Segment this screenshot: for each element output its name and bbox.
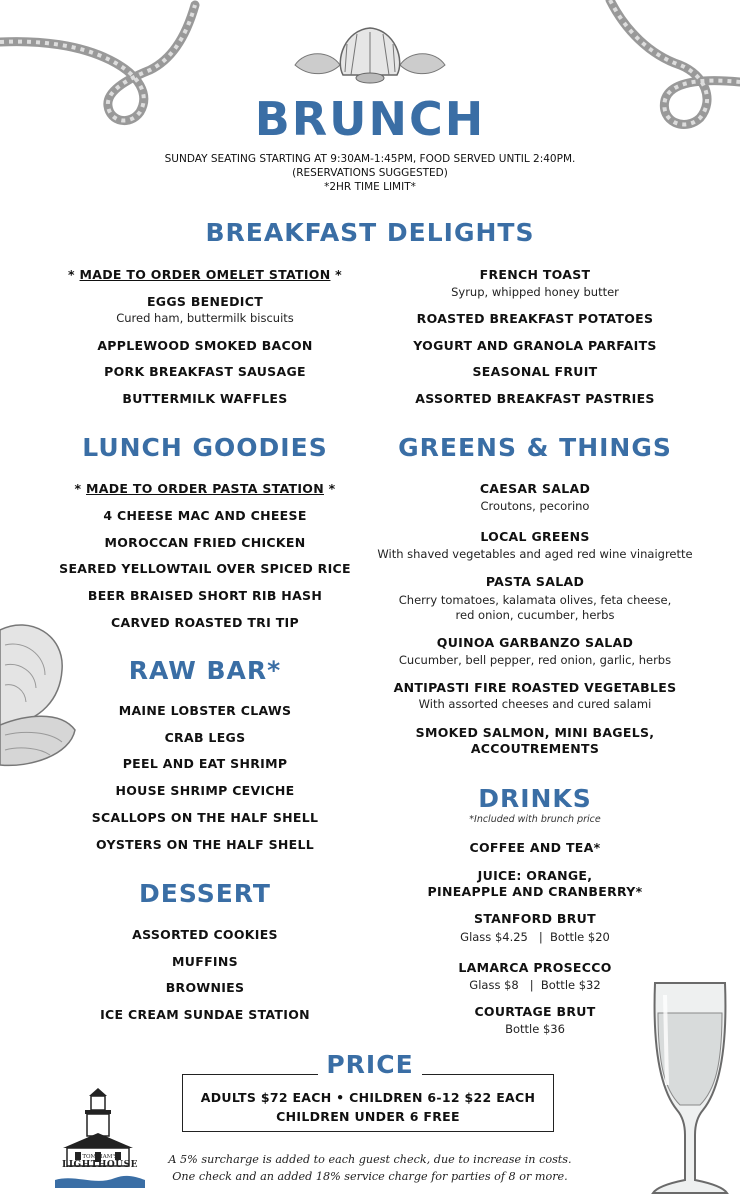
- menu-item: STANFORD BRUT: [474, 911, 596, 926]
- price-under6: CHILDREN UNDER 6 FREE: [276, 1109, 460, 1124]
- pasta-station: * MADE TO ORDER PASTA STATION *: [74, 481, 336, 496]
- menu-item-desc: Croutons, pecorino: [480, 499, 590, 513]
- surcharge-note: A 5% surcharge is added to each guest check, due to increase in costs.: [168, 1153, 572, 1166]
- menu-item-desc: Glass $8 | Bottle $32: [469, 978, 601, 992]
- seating-info: SUNDAY SEATING STARTING AT 9:30AM-1:45PM, FOOD SERVED UNTIL 2:40PM.: [164, 153, 576, 165]
- menu-item: BROWNIES: [165, 980, 245, 995]
- menu-item-desc: Cucumber, bell pepper, red onion, garlic, herbs: [398, 653, 672, 667]
- menu-item-desc: With shaved vegetables and aged red wine vinaigrette: [377, 547, 693, 561]
- menu-item: LOCAL GREENS: [480, 529, 590, 544]
- menu-item: MUFFINS: [172, 954, 238, 969]
- menu-item: ANTIPASTI FIRE ROASTED VEGETABLES: [393, 680, 677, 695]
- dessert-section-title: DESSERT: [139, 879, 271, 908]
- menu-item-desc: Cured ham, buttermilk biscuits: [116, 311, 294, 325]
- price-adults-children: ADULTS $72 EACH • CHILDREN 6-12 $22 EACH: [200, 1090, 536, 1105]
- menu-item: PEEL AND EAT SHRIMP: [122, 756, 288, 771]
- menu-item: OYSTERS ON THE HALF SHELL: [95, 837, 315, 852]
- menu-item-desc: red onion, cucumber, herbs: [455, 608, 615, 622]
- menu-item-desc: With assorted cheeses and cured salami: [418, 697, 652, 711]
- time-limit-info: *2HR TIME LIMIT*: [324, 181, 416, 193]
- menu-item: SCALLOPS ON THE HALF SHELL: [91, 810, 319, 825]
- menu-item-desc: Cherry tomatoes, kalamata olives, feta cheese,: [398, 593, 672, 607]
- shell-ornament-icon: [285, 20, 455, 90]
- breakfast-section-title: BREAKFAST DELIGHTS: [205, 218, 535, 247]
- drinks-note: *Included with brunch price: [469, 814, 601, 825]
- menu-item: SEASONAL FRUIT: [472, 364, 598, 379]
- menu-item: HOUSE SHRIMP CEVICHE: [115, 783, 295, 798]
- logo-big-text: LIGHTHOUSE: [62, 1160, 138, 1170]
- menu-item: BUTTERMILK WAFFLES: [122, 391, 288, 406]
- reservations-info: (RESERVATIONS SUGGESTED): [292, 167, 448, 179]
- menu-item: ROASTED BREAKFAST POTATOES: [416, 311, 654, 326]
- menu-item: 4 CHEESE MAC AND CHEESE: [103, 508, 307, 523]
- omelet-station: * MADE TO ORDER OMELET STATION *: [68, 267, 342, 282]
- menu-item: PORK BREAKFAST SAUSAGE: [104, 364, 306, 379]
- menu-item: LAMARCA PROSECCO: [458, 960, 612, 975]
- service-charge-note: One check and an added 18% service charge for parties of 8 or more.: [172, 1170, 568, 1183]
- menu-item-desc: Glass $4.25 | Bottle $20: [460, 930, 610, 944]
- menu-item: COFFEE AND TEA*: [469, 840, 601, 855]
- menu-item: ACCOUTREMENTS: [470, 741, 600, 756]
- menu-item: SEARED YELLOWTAIL OVER SPICED RICE: [59, 561, 351, 576]
- menu-item-desc: Bottle $36: [505, 1022, 565, 1036]
- menu-item: MOROCCAN FRIED CHICKEN: [104, 535, 306, 550]
- lighthouse-logo-icon: [55, 1088, 145, 1188]
- price-title: PRICE: [318, 1050, 422, 1084]
- oyster-illustration: [0, 610, 80, 770]
- menu-item: FRENCH TOAST: [479, 267, 591, 282]
- drinks-section-title: DRINKS: [478, 784, 592, 813]
- menu-item: EGGS BENEDICT: [146, 294, 264, 309]
- menu-item: QUINOA GARBANZO SALAD: [436, 635, 634, 650]
- menu-item: ASSORTED BREAKFAST PASTRIES: [415, 391, 655, 406]
- menu-item: JUICE: ORANGE,: [477, 868, 593, 883]
- menu-item: BEER BRAISED SHORT RIB HASH: [87, 588, 323, 603]
- menu-item: ASSORTED COOKIES: [132, 927, 278, 942]
- logo-small-text: TOM HAM'S: [82, 1154, 118, 1160]
- menu-item: ICE CREAM SUNDAE STATION: [100, 1007, 310, 1022]
- greens-section-title: GREENS & THINGS: [398, 433, 672, 462]
- menu-item: PASTA SALAD: [485, 574, 585, 589]
- menu-item: CAESAR SALAD: [479, 481, 591, 496]
- menu-item: PINEAPPLE AND CRANBERRY*: [427, 884, 643, 899]
- champagne-glass-illustration: [645, 975, 735, 1200]
- menu-item: YOGURT AND GRANOLA PARFAITS: [413, 338, 657, 353]
- menu-item: MAINE LOBSTER CLAWS: [118, 703, 292, 718]
- rawbar-section-title: RAW BAR*: [128, 656, 282, 685]
- menu-item: COURTAGE BRUT: [474, 1004, 596, 1019]
- menu-item-desc: Syrup, whipped honey butter: [451, 285, 619, 299]
- lunch-section-title: LUNCH GOODIES: [82, 433, 328, 462]
- menu-item: CARVED ROASTED TRI TIP: [111, 615, 299, 630]
- menu-item: CRAB LEGS: [164, 730, 246, 745]
- menu-item: APPLEWOOD SMOKED BACON: [97, 338, 313, 353]
- menu-item: SMOKED SALMON, MINI BAGELS,: [415, 725, 655, 740]
- page-title: BRUNCH: [254, 92, 486, 146]
